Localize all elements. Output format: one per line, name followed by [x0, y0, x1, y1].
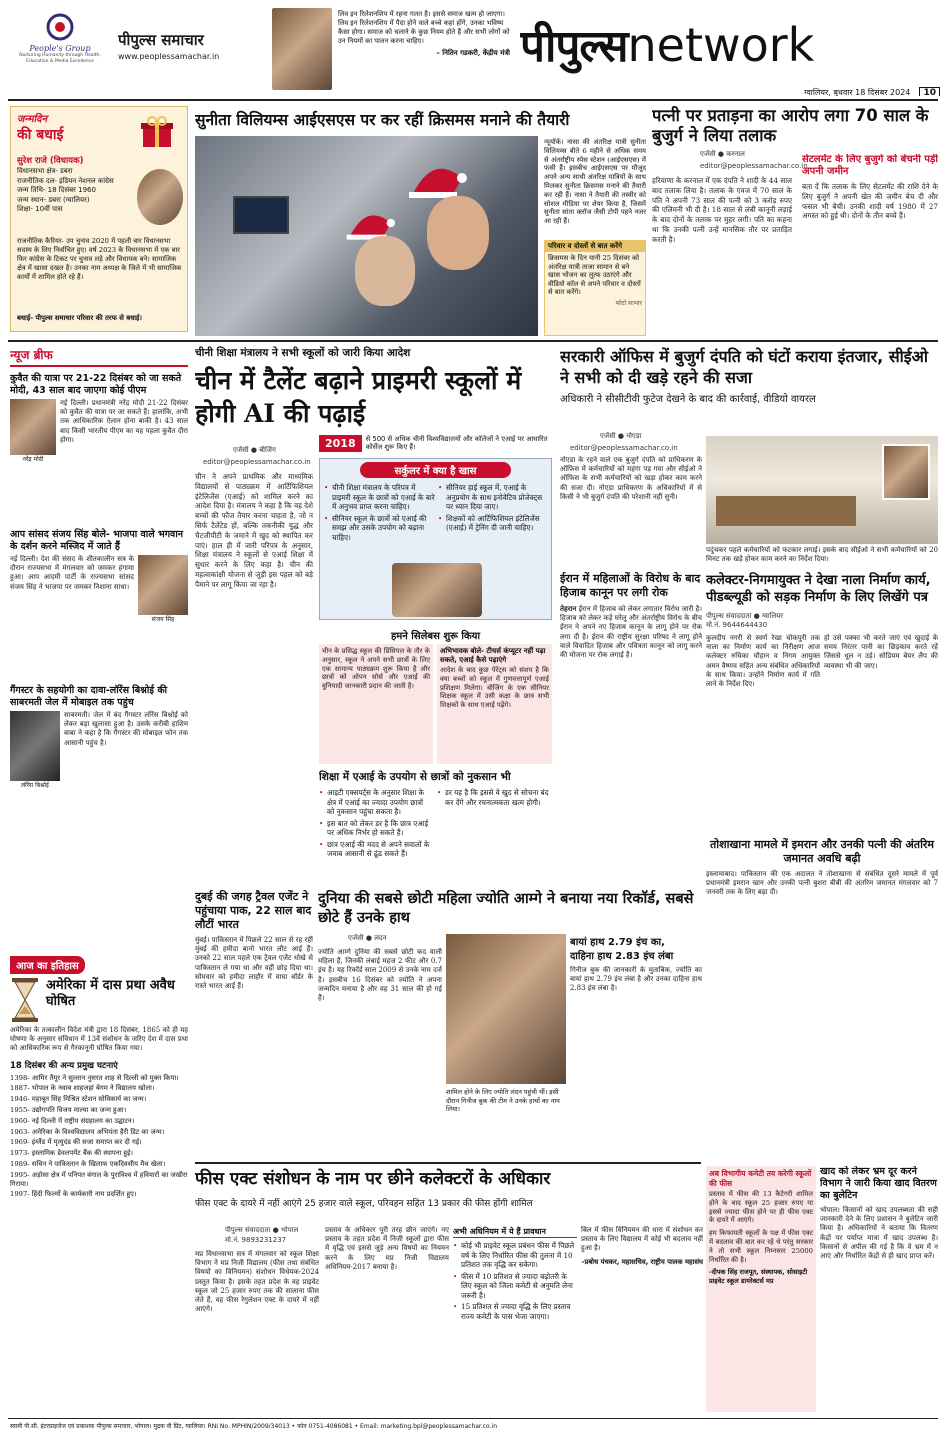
byline-place: बीजिंग [259, 446, 276, 454]
section-rule [8, 340, 938, 342]
harm-points [437, 788, 552, 809]
dubai-story [195, 890, 313, 1160]
history-event: 1969- इंग्लैंड में मृत्युदंड की सजा समाप्त कर दी गई। [10, 1138, 142, 1147]
fees-sidebar [706, 1166, 816, 1412]
office-byline: एजेंसी ● नोएडा [600, 432, 642, 440]
quote-author: – नितिन गडकरी, केंद्रीय मंत्री [436, 48, 510, 57]
circular-points [438, 483, 550, 535]
harm-points [319, 788, 431, 861]
network-title-hindi: पीपुल्स [520, 21, 628, 72]
nala-story [706, 572, 938, 832]
pratadna-email[interactable]: editor@peoplessamachar.co.in [700, 162, 808, 170]
byline-agency: एजेंसी [348, 934, 364, 942]
harm-point: • डर यह है कि इससे वे खुद से सोचना बंद कर देंगे और रचनात्मकता खत्म होगी। [437, 788, 552, 807]
byline-agency: एजेंसी [700, 150, 716, 158]
student-photo [392, 563, 482, 617]
birthday-wish: बधाई- पीपुल्स समाचार परिवार की तरफ से बधाई। [17, 314, 142, 322]
christmas-family-body: क्रिसमस के दिन यानी 25 दिसंबर को अंतरिक्ष यात्री ताजा सामान से बने खास भोजन का लुत्फ उठाएंगे और वीडियो कॉल से अपने परिवार व दोस्तों से बात करेंगे। [548, 254, 641, 297]
brief-body: नई दिल्ली। देश की संसद के शीतकालीन सत्र के दौरान राज्यसभा में मंगलवार को जमकर हंगामा हुआ। आप आदमी पार्टी के राज्यसभा सांसद संजय सिंह ने भाजपा पर जमकर निशाना साधा। [10, 555, 134, 591]
history-event: 1960- नई दिल्ली में राष्ट्रीय संग्रहालय का उद्घाटन। [10, 1116, 135, 1125]
imran-headline: तोशाखाना मामले में इमरान और उनकी पत्नी की अंतरिम जमानत अवधि बढ़ी [709, 838, 934, 865]
jyoti-headline: दुनिया की सबसे छोटी महिला ज्योति आम्गे ने बनाया नया रिकॉर्ड, सबसे छोटे हैं उनके हाथ [318, 891, 694, 926]
fees-sidebar-author: -दीपक सिंह राजपूत, संस्थापक, सोसाइटी प्राइवेट स्कूल डायरेक्टर्स मप्र [709, 1268, 808, 1286]
byline-agency: पीपुल्स संवाददाता [706, 612, 752, 620]
circular-point: • सीनियर स्कूल के छात्रों को एआई की समझ और उसके उपयोग को बढ़ाना चाहिए। [324, 514, 436, 543]
circular-title: सर्कुलर में क्या है खास [360, 462, 511, 478]
santa-hat-icon [345, 206, 395, 240]
section-rule [195, 1162, 701, 1164]
network-title-en: network [627, 18, 815, 72]
dateline-text: ग्वालियर, बुधवार 18 दिसंबर 2024 [804, 88, 911, 96]
history-event: 1398- आमिर तैमूर ने सुल्तान नुसरत शाह से दिल्ली को मुक्त किया। [10, 1073, 179, 1082]
fees-story [195, 1168, 703, 1412]
china-byline: एजेंसी ● बीजिंग [233, 446, 276, 454]
parents-box [437, 644, 552, 764]
byline-place: ग्वालियर [762, 612, 784, 620]
pratadna-byline: एजेंसी ● करनाल [700, 150, 745, 158]
group-tagline: Nurturing Humanity through Health, Education & Media Excellence [19, 53, 101, 64]
birthday-career: राजनीतिक कैरियर- उप चुनाव 2020 में पहली बार विधानसभा सदस्य के लिए निर्वाचित हुए। वर्ष 2023 के विधानसभा में एक बार फिर कांग्रेस के टिकट पर चुनाव लड़े और विधायक बने। सामाजिक क्षेत्र में खासा दखल है। उनका नाम अध्यक्ष के जिले में भी सामाजिक कार्यों में शामिल होते रहे हैं। [17, 237, 182, 281]
china-body: चीन ने अपने प्राथमिक और माध्यमिक विद्यालयों से पाठ्यक्रम में आर्टिफिशियल इंटेलिजेंस (एआई) को शामिल करने का आदेश दिया है। मंत्रालय ने कहा है कि वह देशे बच्चों की फौज तैयार करना चाहता है, जो न सिर्फ टैलेंटेड हों, बल्कि तकनीकी युद्ध और चैटजीपीटी के जमाने में खुद को स्थापित कर पाएं। हाल ही में जारी परिपत्र के अनुसार, शिक्षा मंत्रालय ने स्कूलों से एआई शिक्षा में सुधार करने के लिए कहा है। चीन की महत्वाकांक्षी योजना से जुड़ी इस पहल को बड़े पैमाने पर लागू किया जा रहा है। [195, 472, 313, 589]
birthday-name: सुरेश राजे (विधायक) [17, 156, 84, 166]
khad-body: भोपाल। किसानों को खाद उपलब्धता की सही जानकारी देने के लिए प्रशासन ने बुलेटिन जारी किया है। अधिकारियों ने बताया कि वितरण केंद्रों पर पर्याप्त मात्रा में खाद उपलब्ध है। किसानों से अपील की गई है कि वे भ्रम में न आएं और निर्धारित केंद्रों से ही खाद प्राप्त करें। [820, 1206, 938, 1261]
byline-place: नोएडा [626, 432, 642, 440]
jyoti-hands [570, 934, 702, 962]
fees-provision: • कोई भी प्राइवेट स्कूल प्रबंधन फीस में पिछले वर्ष के लिए निर्धारित फीस की तुलना में 10 प्रतिशत तक वृद्धि कर सकेगा। [453, 1241, 577, 1270]
iran-body-text: ईरान में हिजाब को लेकर लगातार विरोध जारी है। हिजाब को लेकर कड़े घरेलू और अंतर्राष्ट्रीय विरोध के बीच ईरान ने अपने नए हिजाब कानून के लागू होने पर रोक लगा दी है। ईरान की राष्ट्रीय सुरक्षा परिषद ने लागू होने वाले विवादित हिजाब और पवित्रता कानून को लागू करने की योजना पर रोक लगाई है। [560, 605, 702, 660]
fees-sidebar-body-2: हम किफायती स्कूलों के पक्ष में फीस एक्ट में बदलाव की बात कर रहे थे परंतु सरकार ने तो सभी स्कूल निम्नस्तर 25000 निर्धारित की है। [709, 1229, 813, 1264]
syllabus-body: चीन के प्रसिद्ध स्कूल की प्रिंसिपल के तौर के अनुसार, स्कूल ने अपने सभी छात्रों के लिए एक सामान्य पाठ्यक्रम शुरू किया है और छात्रों को ओपन सोर्स और एआई की बुनियादी जानकारी प्रदान की जाती है। [322, 647, 430, 691]
dubai-headline: दुबई की जगह ट्रैवल एजेंट ने पहुंचाया पाक, 22 साल बाद लौटीं भारत [195, 890, 312, 931]
birthday-title-big: की बधाई [17, 127, 64, 143]
syllabus-title: हमने सिलेबस शुरू किया [390, 631, 481, 642]
office-email[interactable]: editor@peoplessamachar.co.in [570, 444, 678, 452]
circular-point: • सीनियर हाई स्कूल में, एआई के अनुप्रयोग के साथ इनोवेटिव प्रोजेक्ट्स पर ध्यान दिया जाए। [438, 483, 550, 512]
history-event: 1989- सचिन ने पाकिस्तान के खिलाफ एकदिवसीय मैच खेला। [10, 1159, 166, 1168]
circular-point: • शिक्षकों को आर्टिफिशियल इंटेलिजेंस (एआई) में ट्रेनिंग दी जानी चाहिए। [438, 514, 550, 533]
brief-caption: संजय सिंह [151, 616, 175, 623]
pratadna-sidebar [802, 154, 938, 334]
birthday-detail: जन्म स्थान- डबरा (ग्वालियर) [17, 195, 90, 204]
history-headline: अमेरिका में दास प्रथा अवैध घोषित [46, 978, 175, 1009]
news-brief-title: न्यूज ब्रीफ [10, 346, 188, 367]
year-text: से 500 से अधिक चीनी विश्वविद्यालयों और कॉलेजों ने एआई पर आधारित कोर्सेज शुरू किए हैं। [365, 434, 548, 451]
fees-body: मप्र विधानसभा सत्र में मंगलवार को स्कूल शिक्षा विभाग ने मप्र निजी विद्यालय (फीस तथा संबंधित विषयों का विनियमन) संशोधन विधेयक-2024 प्रस्तुत किया है। इसके तहत प्रदेश के वह प्राइवेट स्कूल जो 25 हजार रुपए तक की सालाना फीस लेते हैं, वह फीस रेगुलेशन एक्ट के दायरे में नहीं आएंगे। [195, 1250, 319, 1314]
birthday-detail: जन्म तिथि- 18 दिसंबर 1960 [17, 186, 96, 194]
byline-agency: पीपुल्स संवाददाता [225, 1226, 271, 1234]
history-event: 1997- हिंदी फिल्मों के कार्यकारी नाम प्रदर्शित हुए। [10, 1190, 137, 1199]
history-event: 1973- इस्लामिक डेवलपमेंट बैंक की स्थापना हुई। [10, 1149, 133, 1158]
imran-body: इस्लामाबाद। पाकिस्तान की एक अदालत ने तोशाखाना से संबंधित दूसरे मामले में पूर्व प्रधानमंत्री इमरान खान और उनकी पत्नी बुशरा बीबी की अंतरिम जमानत मंगलवार को 7 जनवरी तक के लिए बढ़ा दी। [706, 870, 938, 897]
jyoti-caption: शामिल होने के लिए ज्योति लंदन पहुंची थीं। इसी दौरान गिनीज बुक की टीम ने उनके हाथों का नाप लिया। [446, 1088, 560, 1113]
fees-provision: • 15 प्रतिशत से ज्यादा वृद्धि के लिए प्रस्ताव राज्य कमेटी के पास भेजा जाएगा। [453, 1302, 577, 1321]
khad-story [820, 1166, 938, 1412]
dateline [720, 80, 940, 96]
fees-quote-author: -प्रबोध पंचकर, महासचिव, राष्ट्रीय पालक महासंघ [581, 1257, 703, 1266]
byline-place: करनाल [726, 150, 745, 158]
office-headline: सरकारी ऑफिस में बुजुर्ग दंपति को घंटों कराया इंतजार, सीईओ ने सभी को दी खड़े रहने की सजा [560, 347, 929, 387]
birthday-detail: विधानसभा क्षेत्र- डबरा [17, 167, 73, 175]
birthday-title [17, 111, 127, 149]
christmas-photo [195, 136, 538, 336]
jyoti-side-body: गिनीज बुक की जानकारी के मुताबिक, ज्योति का बायां हाथ 2.79 इंच लंबा है और उनका दाहिना हाथ 2.83 इंच लंबा है। [570, 966, 702, 993]
brief-body: साबरमती। जेल में बंद गैंगस्टर लॉरेंस बिश्नोई को लेकर बड़ा खुलासा हुआ है। उसके करीबी हाशिम बाबा ने कहा है कि गैंगस्टर की मोबाइल फोन तक आसानी पहुंच है। [64, 711, 188, 747]
birthday-title-small: जन्मदिन [17, 114, 48, 125]
iran-place: तेहरान [560, 604, 577, 613]
syllabus-box [319, 644, 433, 764]
pratadna-headline: पत्नी पर प्रताड़ना का आरोप लगा 70 साल के बुजुर्ग ने लिया तलाक [652, 106, 929, 145]
fees-byline: पीपुल्स संवाददाता ● भोपाल [225, 1226, 299, 1234]
brief-headline: कुवैत की यात्रा पर 21-22 दिसंबर को जा सकते मोदी, 43 साल बाद जाएगा कोई पीएम [10, 373, 182, 396]
birthday-detail: शिक्षा- 10वीं पास [17, 205, 63, 213]
office-desk [716, 496, 856, 526]
jyoti-story [318, 890, 702, 1158]
masthead-rule [8, 99, 938, 101]
fees-provisions [453, 1226, 577, 1323]
harm-point: • छात्र एआई की मदद से अपने सवालों के जवाब आसानी से ढूंढ सकते हैं। [319, 840, 431, 859]
website-link[interactable]: www.peoplessamachar.in [118, 52, 220, 61]
brief-caption: नरेंद्र मोदी [22, 456, 44, 463]
fees-quote-text: बिल में फीस विनियमन की धारा में संशोधन कर प्रस्ताव के लिए विद्यालय में कोई भी बदलाव नहीं हुआ है। [581, 1226, 703, 1253]
iran-story [560, 572, 702, 792]
byline-place: लंदन [374, 934, 387, 942]
peoples-group-logo [10, 12, 110, 90]
history-events-title: 18 दिसंबर की अन्य प्रमुख घटनाएं [10, 1060, 118, 1071]
history-body: अमेरिका के तत्कालीन विदेश मंत्री द्वारा 18 दिसंबर, 1865 को ही यह घोषणा के अनुसार संविधान में 13वें संशोधन के जरिए देश में दास प्रथा को आधिकारिक रूप से गैरकानूनी घोषित किया गया। [10, 1026, 188, 1053]
fees-subhead: फीस एक्ट के दायरे में नहीं आएंगे 25 हजार वाले स्कूल, परिवहन सहित 13 प्रकार की फीस होंगी शामिल [195, 1199, 533, 1209]
birthday-portrait [137, 169, 183, 225]
jyoti-body: ज्योति आम्गे दुनिया की सबसे छोटी कद वाली महिला हैं, जिनकी लंबाई महज 2 फीट और 0.7 इंच है। यह रिकॉर्ड साल 2009 से उनके नाम दर्ज है। इसबीच 16 दिसंबर को ज्योति ने अपना जन्मदिन मनाया है और वह 31 साल की हो गई हैं। [318, 948, 442, 1003]
dubai-body: मुंबई। पाकिस्तान में पिछले 22 साल से रह रहीं मुंबई की हमीदा बानो भारत लौट आई हैं। उनको 22 साल पहले एक ट्रैवल एजेंट धोखे से पाकिस्तान ले गया था और वहीं छोड़ दिया था। सोमवार को हमीदा लाहौर में वाघा बॉर्डर के रास्ते भारत आईं हैं। [195, 936, 313, 991]
office-body-continued: पदुंचकर पहले कर्मचारियों को फटकार लगाई। इसके बाद सीईओ ने सभी कर्मचारियों को 20 मिनट तक खड़े होकर काम करने का निर्देश दिया। [706, 546, 938, 563]
fees-sidebar-body: प्रस्ताव में फीस की 13 कैटेगरी शामिल होने के बाद स्कूल 25 हजार रुपए या इससे ज्यादा फीस होने पर ही फीस एक्ट के दायरे में आएंगे। [709, 1190, 813, 1225]
history-title: आज का इतिहास [10, 956, 85, 974]
quote-text: लिव इन रिलेशनशिप में रहना गलत है। इससे समाज खत्म हो जाएगा। लिव इन रिलेशनशिप में पैदा होने वाले बच्चे कहां होंगे, उनका भविष्य कैसा होगा। समाज को चलाने के कुछ नियम होते हैं और सभी लोगों को उन नियमों का पालन करना चाहिए। [338, 10, 510, 45]
peoples-group-logo-icon [45, 12, 75, 42]
samachar-title: पीपुल्स समाचार [118, 31, 204, 49]
harm-point: • इस बात को लेकर डर है कि छात्र एआई पर अधिक निर्भर हो सकते हैं। [319, 819, 431, 838]
fees-sidebar-title: अब विभागीय कमेटी तय करेगी स्कूलों की फीस [709, 1169, 812, 1188]
china-headline: चीन में टैलेंट बढ़ाने प्राइमरी स्कूलों में होगी AI की पढ़ाई [195, 366, 522, 428]
hourglass-icon [10, 978, 40, 1022]
pratadna-sidebar-body: बता दें कि तलाक के लिए सेटलमेंट की राशि देने के लिए बुजुर्ग ने अपनी खेत की जमीन बेच दी और फसल भी बेची। उनकी शादी वर्ष 1980 में 27 अगस्त को हुई थी। दोनों के तीन बच्चे हैं। [802, 182, 938, 221]
nala-mobile: मो.नं. 9644644430 [706, 621, 768, 629]
brief-photo [10, 399, 56, 455]
circular-box [319, 458, 552, 620]
birthday-detail: राजनीतिक दल- इंडियन नेशनल कांग्रेस [17, 176, 114, 185]
laptop [233, 196, 289, 234]
brief-body: नई दिल्ली। प्रधानमंत्री नरेंद्र मोदी 21-22 दिसंबर को कुवैत की यात्रा पर जा सकते हैं। हालांकि, अभी तक आधिकारिक ऐलान होना बाकी है। 43 साल बाद किसी भारतीय पीएम का यह पहला कुवैत दौरा होगा। [60, 399, 188, 444]
nala-body: कुलदीप नगरी से स्वर्ण रेखा चोकपुरी तक नाला का निर्माण कार्य का निरीक्षण आज कलेक्टर रुचिका चौहान व निगम आयुक्त अमन वैष्णव सहित अन्य संबंधित अधिकारियों के साथ किया। उन्होंने निर्माण कार्य में गति लाने के निर्देश दिए। [706, 634, 820, 689]
fees-quote [581, 1226, 703, 1266]
christmas-family-box [544, 240, 646, 336]
year-badge: 2018 [319, 435, 362, 452]
group-name: People's Group [29, 44, 91, 53]
parents-body: आदेश के बाद कुछ पेरेंट्स को संशय है कि क्या बच्चों को स्कूल में गुणवत्तापूर्ण एआई प्रशिक्षण मिलेगा। बीजिंग के एक सीनियर शिक्षक स्कूल में उसी कक्षा के छात्र सभी शिक्षकों के साथ एआई पढ़ेंगे। [440, 666, 549, 710]
brief-headline: गैंगस्टर के सहयोगी का दावा-लॉरेंस बिश्नोई की साबरमती जेल में मोबाइल तक पहुंच [10, 685, 168, 708]
footer-rule [8, 1418, 938, 1419]
nala-headline: कलेक्टर-निगमायुक्त ने देखा नाला निर्माण कार्य, पीडब्ल्यूडी को सड़क निर्माण के लिए लिखेंगे पत्र [706, 573, 931, 605]
history-events-list [10, 1074, 188, 1200]
fees-body-continued: प्रस्ताव के अधिकार पूरी तरह छीन जाएंगे। नए प्रस्ताव के तहत प्रदेश में निजी स्कूलों द्वारा फीस में वृद्धि एवं इससे जुड़े अन्य विषयों का नियमन करने के लिए मप्र निजी विद्यालय अधिनियम-2017 बनाया है। [325, 1226, 449, 1271]
china-ai-story [195, 346, 552, 958]
page-number: 10 [919, 87, 940, 96]
byline-place: भोपाल [281, 1226, 299, 1234]
fees-headline: फीस एक्ट संशोधन के नाम पर छीने कलेक्टरों के अधिकार [195, 1169, 551, 1189]
circular-point: • चीनी शिक्षा मंत्रालय के परिपत्र में प्राइमरी स्कूल के छात्रों को एआई के बारे में अनुभव प्राप्त करना चाहिए। [324, 483, 436, 512]
imran-story [706, 838, 938, 956]
office-story [560, 346, 938, 564]
birthday-box [10, 106, 188, 332]
nala-body-continued: हो उसे पक्का भी करते जाएं एवं खुदाई के समय निरंतर पानी का छिड़काव करते रहें जिससे धूल न उड़े। सोडियम बेयर लैप की व्यवस्था भी की जाए। [824, 634, 938, 670]
masthead [0, 0, 945, 100]
history-event: 1946- महाबूत सिंह मिश्रित स्टेशन सोविकार्य का जन्म। [10, 1095, 147, 1104]
brief-caption: लॉरेंस बिश्नोई [21, 782, 49, 789]
byline-agency: एजेंसी [233, 446, 249, 454]
brief-item [10, 685, 188, 841]
history-event: 1955- उद्योगपति विजय माल्या का जन्म हुआ। [10, 1106, 127, 1114]
pratadna-body: हरियाणा के करनाल में एक दंपति ने शादी के 44 साल बाद तलाक लिया है। तलाक के एवज में 70 साल के पति ने अपनी 73 साल की पत्नी को 3 करोड़ रुपए की एलिमनी भी दी है। 18 साल से लंबी कानूनी लड़ाई के बाद दोनों के तलाक पर मुहर लगी। पति का कहना था कि उनकी पत्नी उन्हें मानसिक तौर पर प्रताड़ित करती है। [652, 176, 792, 244]
christmas-headline: सुनीता विलियम्स आईएसएस पर कर रहीं क्रिसमस मनाने की तैयारी [195, 111, 570, 129]
astronaut-face [355, 236, 415, 306]
astronaut-face [427, 196, 489, 270]
ceo-inset [882, 444, 930, 500]
office-photo [706, 436, 938, 544]
jyoti-photo [446, 934, 566, 1084]
byline-agency: एजेंसी [600, 432, 616, 440]
brief-photo [138, 555, 188, 615]
pratadna-story [652, 106, 938, 336]
fees-mobile: मो.नं. 9893231237 [225, 1236, 287, 1244]
birthday-details [17, 167, 135, 215]
china-email[interactable]: editor@peoplessamachar.co.in [203, 458, 311, 466]
christmas-family-title: परिवार व दोस्तों से बात करेंगे [545, 241, 645, 252]
year-strip [319, 432, 552, 454]
samachar-brand [118, 30, 268, 70]
khad-headline: खाद को लेकर भ्रम दूर करने विभाग ने जारी किया खाद वितरण का बुलेटिन [820, 1166, 937, 1201]
harm-title: शिक्षा में एआई के उपयोग से छात्रों को नुकसान भी [319, 771, 511, 783]
gift-icon [139, 113, 175, 149]
jyoti-right-hand: दाहिना हाथ 2.83 इंच लंबा [570, 951, 674, 962]
harm-point: • आइटी एक्सपर्ट्स के अनुसार शिक्षा के क्षेत्र में एआई का ज्यादा उपयोग छात्रों को नुकसान पहुंचा सकता है। [319, 788, 431, 817]
office-body: नोएडा के रहने वाले एक बुजुर्ग दंपति को प्राधिकरण के ऑफिस में कर्मचारियों को महंगा पड़ गया और सीईओ ने ऑफिस के सभी कर्मचारियों को खड़ा होकर काम करने की सजा दी। नोएडा प्राधिकरण के अधिकारियों में से किसी ने भी बुजुर्ग दंपति की परेशानी नहीं सुनी। [560, 456, 702, 501]
jyoti-left-hand: बायां हाथ 2.79 इंच का, [570, 937, 665, 948]
china-kicker: चीनी शिक्षा मंत्रालय ने सभी स्कूलों को जारी किया आदेश [195, 347, 411, 359]
nala-byline: पीपुल्स संवाददाता ● ग्वालियर [706, 612, 784, 620]
circular-points [324, 483, 436, 544]
history-event: 1887- भोपाल के नवाब शाहजहां बेगम ने विद्यालय खोला। [10, 1084, 155, 1093]
footer-imprint: स्वामी पी.सी. इंटरप्राइजेज एवं प्रकाशक पीपुल्स समाचार, भोपाल। मुद्रक वी प्रिंट, ग्वालियर। RNI No. MPHIN/2009/34013 • फोन 0751-4086081 • Email: marketing.bpl@peoplessamachar.co.in [10, 1423, 497, 1430]
brief-headline: आप सांसद संजय सिंह बोले- भाजपा वाले भगवान के दर्शन करने मस्जिद में जाते हैं [10, 529, 184, 552]
christmas-body: न्यूयॉर्क। नासा की अंतरिक्ष यात्री सुनीता विलियम्स बीते 6 महीने से अधिक समय से अंतर्राष्ट्रीय स्पेस स्टेशन (आईएसएस) में फंसी हैं। इसबीच आईएसएस पर मौजूद अपने अन्य साथी अंतरिक्ष यात्रियों के साथ मिलकर सुनीता क्रिसमस मनाने की तैयारी कर रही हैं। नासा ने तैयारी की तस्वीर को सोशल मीडिया पर शेयर किया है, जिसमें सुनीता सांता क्लॉज जैसी टोपी पहने नजर आ रही हैं। [544, 138, 646, 226]
history-box [10, 954, 188, 1374]
fees-provision: • फीस में 10 प्रतिशत से ज्यादा बढ़ोतरी के लिए स्कूल को जिला कमेटी से अनुमति लेना जरूरी है। [453, 1272, 577, 1301]
network-title [520, 14, 940, 74]
fees-provisions-title: अभी अधिनियम में ये हैं प्रावधान [453, 1226, 577, 1238]
iran-body [560, 604, 702, 660]
jyoti-byline: एजेंसी ● लंदन [348, 934, 387, 942]
fees-provisions-list [453, 1241, 577, 1321]
santa-hat-icon [407, 158, 467, 198]
brief-photo [10, 711, 60, 781]
news-brief-column [10, 346, 188, 946]
quote-portrait [272, 8, 332, 90]
parents-title: अभिभावक बोले- टीचर्स कंप्यूटर नहीं पढ़ा सकते, एआई कैसे पढ़ाएंगे [440, 647, 546, 664]
iran-headline: ईरान में महिलाओं के विरोध के बाद हिजाब कानून पर लगी रोक [560, 572, 701, 599]
masthead-quote [338, 10, 510, 94]
office-subhead: अधिकारी ने सीसीटीवी फुटेज देखने के बाद की कार्रवाई, वीडियो वायरल [560, 394, 816, 405]
photo-credit: फोटो साभार [615, 299, 642, 307]
pratadna-sidebar-title: सेटलमेंट के लिए बुजुर्ग को बेचनी पड़ी अपनी जमीन [802, 154, 938, 177]
brief-item [10, 373, 188, 519]
history-event: 1963- अमेरिका के विश्वविद्यालय अभियंता हैरी डिट का जन्म। [10, 1127, 165, 1136]
brief-item [10, 529, 188, 675]
history-event: 1995- अड़ोसा क्षेत्र में पनिपत बंगाल के पुराविश्व में हवियारों का जखीरा गिराया। [10, 1170, 188, 1188]
